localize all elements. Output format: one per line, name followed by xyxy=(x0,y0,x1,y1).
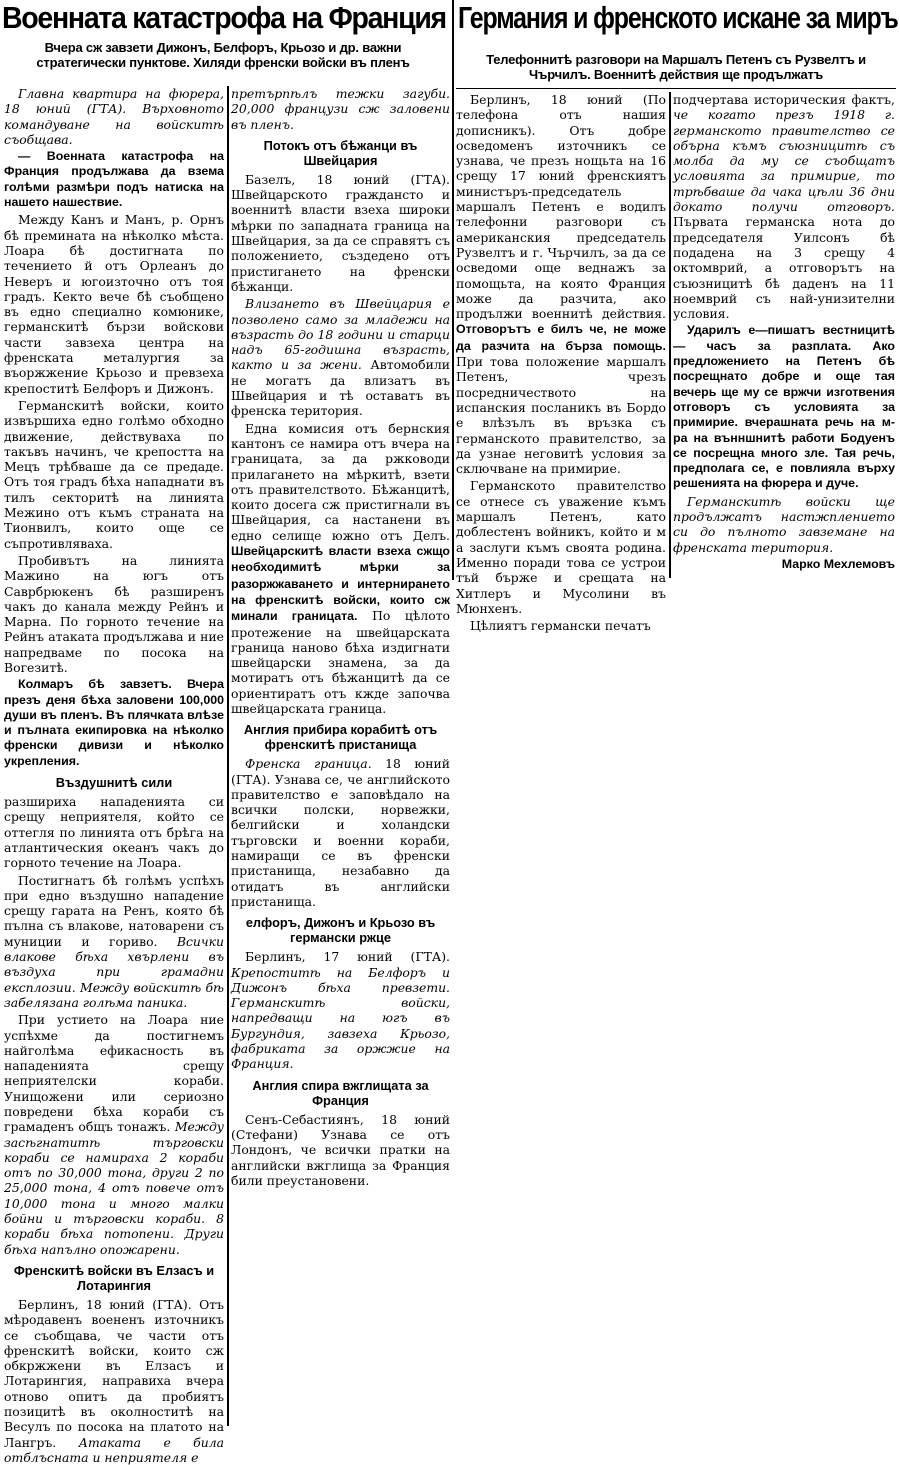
text-run: подчертава историческия фактъ, xyxy=(673,92,895,107)
paragraph: разшириха нападенията си срещу неприятеля, който се оттегля по линията отъ брѣга на атлантическия океанъ чакъ до горното течение на Лоара. xyxy=(4,794,224,871)
paragraph: Сенъ-Себастиянъ, 18 юний (Стефани) Узнава се отъ Лондонъ, че всички пратки на английски вжглища за Франция били преустановени. xyxy=(231,1111,450,1188)
subheading: Англия спира вжглищата за Франция xyxy=(252,1077,429,1108)
paragraph: Германското правителство се отнесе съ уважение къмъ маршалъ Петенъ, като доблестенъ войникъ, който и м а заслуги къмъ своята родина. Именно поради това се устрои тъй бърже и срещата на Хитлеръ и Мусолини въ Мюнхенъ. xyxy=(456,478,666,616)
text-run: Отговорътъ е билъ че, не може да разчита на бърза помощь. xyxy=(456,322,666,353)
text-run: Автомобили не могатъ да влизатъ въ Швейцария и тѣ оставатъ въ френска територия. xyxy=(231,357,450,419)
paragraph: претърпѣлъ тежки загуби. 20,000 французи сж заловени въ пленъ. xyxy=(231,86,450,132)
article-column-3 xyxy=(456,92,666,634)
column-rule xyxy=(669,92,671,578)
text-run: Постигнатъ бѣ голѣмъ успѣхъ при едно въздушно нападение срещу гарата на Ренъ, която бѣ пълна съ влакове, натоварени съ муниции и гориво. xyxy=(4,872,224,949)
text-run: При устието на Лоара ние успѣхме да постигнемъ найголѣма ефикасность въ нападенията срещу неприятелски кораби. Унищожени или сериозно повредени бѣха кораби съ грамаденъ общъ тонажъ. xyxy=(4,1012,224,1135)
paragraph xyxy=(4,1297,224,1465)
paragraph: Главна квартира на фюрера, 18 юний (ГТА). Върховното командуване на войскитѣ съобщава. xyxy=(4,86,224,147)
text-run: Берлинъ, 18 юний (ГТА). Отъ мѣродавенъ воененъ източникъ се съобщава, че части отъ френскитѣ войски, които сж обкржжени въ Елзасъ и Лотарингия, направиха вчера отново опитъ да пробиятъ позицитѣ въ околноститѣ на Весулъ по посока на платото на Лангръ. xyxy=(4,1296,224,1450)
text-run: Берлинъ, 17 юний (ГТА). xyxy=(245,949,450,965)
article-column-4 xyxy=(673,92,895,582)
text-run: Атаката е била отблъсната и неприятеля е xyxy=(4,1434,224,1465)
deck-right: Телефоннитѣ разговори на Маршалъ Петенъ съ Рузвелтъ и Чърчилъ. Военнитѣ действия ще продължатъ xyxy=(486,52,866,82)
paragraph xyxy=(231,296,450,418)
header-rule xyxy=(456,88,896,89)
article-column-1 xyxy=(4,86,224,1465)
subheading: Потокъ отъ бѣжанци въ Швейцария xyxy=(263,137,418,168)
text-run: При това положение маршалъ Петенъ, чрезъ посредничеството на испанския посланикъ въ Бордо е влѣзълъ въ връзка съ германското правителство, за да узнае неговитѣ условия за сключване на примирие. xyxy=(456,354,666,477)
text-run: 18 юний (ГТА). Узнава се, че английското правителство е заповѣдало на всички полски, норвежки, белгийски и холандски търговски и военни кораби, намиращи се въ френски пристанища, незабавно да отидатъ въ английски пристанища. xyxy=(231,756,450,909)
paragraph xyxy=(4,873,224,1011)
paragraph: Германскитѣ войски, които извършиха едно голѣмо обходно движение, действуваха по такъвъ начинъ, че крепостта на Мецъ трѣбваше да се предаде. Отъ тоя градъ бѣха нападнати въ тилъ секторитѣ на линията Межино отъ къмъ страната на Тионвилъ, които още се съпротивляваха. xyxy=(4,397,224,551)
paragraph xyxy=(231,421,450,717)
text-run: Една комисия отъ бернския кантонъ се намира отъ вчера на границата, за да ржководи прилагането на мѣркитѣ, взети отъ правителството. Бѣжанцитѣ, които досега сж пристигнали въ Швейцария, са настанени въ едно селище южно отъ Делъ. xyxy=(231,420,450,543)
subheading: Англия прибира корабитѣ отъ френскитѣ пристанища xyxy=(243,722,438,753)
subheading: елфоръ, Дижонъ и Крьозо въ германски ржце xyxy=(245,915,436,946)
text-run: Между засѣгнатитѣ търговски кораби се намираха 2 кораби отъ по 30,000 тона, други 2 по 25,000 тона, 4 отъ повече отъ 10,000 тона и много малки бойни и търговски кораби. 8 кораби бѣха потопени. Други бѣха напълно опожарени. xyxy=(4,1119,224,1257)
subheading: Въздушнитѣ сили xyxy=(55,775,173,791)
text-run: Всички влакове бѣха хвърлени въ въздуха при грамадни експлозии. Между войскитѣ бѣ забелязана голѣма паника. xyxy=(4,933,224,1010)
paragraph xyxy=(231,949,450,1071)
text-run: Берлинъ, 18 юний (По телефона отъ нашия дописникъ). Отъ добре осведоменъ източникъ се узнава, че презъ нощьта на 16 срещу 17 юний френскиятъ министъръ-председатель маршалъ Петенъ е водилъ телефонни разговори съ американския председатель Рузвелтъ и г. Чърчилъ, за да се осведоми още веднажъ за помощьта, на която Франция може да разчита, ако продължи военнитѣ действия. xyxy=(456,92,666,322)
paragraph: Пробивътъ на линията Мажино на югъ отъ Саврбрюкенъ бѣ разширенъ чакъ до канала между Рейнъ и Марна. По горното течение на Рейнъ атаката продължава и ние напредваме по посока на Вогезитѣ. xyxy=(4,552,224,675)
paragraph xyxy=(456,92,666,476)
paragraph xyxy=(673,92,895,321)
paragraph: Цѣлиятъ германски печатъ xyxy=(470,618,651,634)
text-run: Първата германска нота до председателя Уилсонъ бѣ подадена на 3 срещу 4 октомврий, а отговорътъ на съюзницитѣ бѣ даденъ на 11 ноемврий съ най-унизителни условия. xyxy=(673,214,895,322)
paragraph: Германскитѣ войски ще продължатъ настжплението си до пълното завземане на френската територия. xyxy=(673,493,895,555)
article-column-2 xyxy=(231,86,450,1201)
paragraph: Базелъ, 18 юний (ГТА). Швейцарското граждансто и военнитѣ власти взеха широки мѣрки по западната граница на Швейцария, за да се справятъ съ положението, създедено отъ пристигането на френски бѣжанци. xyxy=(231,171,450,294)
paragraph: Ударилъ е—пишатъ вестницитѣ — часъ за разплата. Ако предложението на Петенъ бѣ посрещнато добре и още тая вечерь ще му се вржчи изготвения отговоръ съ условията за примирие. вчерашната речь на м-ра на вънншнитѣ работи Бодуенъ се посрещна много зле. Тая речь, предполага се, е повлияла върху решенията на фюрера и дуче. xyxy=(673,323,895,491)
deck-left: Вчера сж завзети Дижонъ, Белфоръ, Крьозо и др. важни стратегически пунктове. Хиляди френски войски въ пленъ xyxy=(36,40,410,70)
column-rule xyxy=(452,0,454,580)
paragraph: Между Канъ и Манъ, р. Орнъ бѣ премината на нѣколко мѣста. Лоара бѣ достигната по течението й отъ Орлеанъ до Неверъ и югоизточно отъ тоя градъ. Кекто вече бѣ съобщено въ едно специално комюнике, германскитѣ бързи войскови части завзеха центра на френската металургия за въоржжение Крьозо и превзеха крепоститѣ Белфоръ и Дижонъ. xyxy=(4,212,224,396)
column-rule xyxy=(227,86,229,1426)
paragraph xyxy=(4,1012,224,1257)
paragraph: Колмаръ бѣ завзетъ. Вчера презъ деня бѣха заловени 100,000 души въ пленъ. Въ плячката влѣзе и пълната екипировка на нѣколко френски дивизи и нѣколко укрепления. xyxy=(4,677,224,768)
text-run: Крепоститѣ на Белфоръ и Дижонъ бѣха превзети. Германскитѣ войски, напредващи на югъ въ Бургундия, завзеха Крьозо, фабриката за оржжие на Франция. xyxy=(231,964,450,1072)
text-run: Швейцарскитѣ власти взеха сжщо необходимитѣ мѣрки за разоржжаването и интернирането на френскитѣ войски, които сж минали границата. xyxy=(231,544,450,624)
paragraph: — Военната катастрофа на Франция продължава да взема голѣми размѣри подъ натиска на нашето нашествие. xyxy=(4,149,224,210)
text-run: Влизането въ Швейцария е позволено само за младежи на възрасть до 18 години и старци надъ 65-годишна възрасть, както и за жени. xyxy=(231,296,450,373)
author-signature: Марко Мехлемовъ xyxy=(781,556,895,571)
subheading: Френскитѣ войски въ Елзасъ и Лотарингия xyxy=(13,1262,215,1293)
text-run: По цѣлото протежение на швейцарската граница наново бѣха издигнати швейцарски знамена, за да мотиратъ отъ бѣжанцитѣ да се ориентиратъ отъ кжде започва швейцарската граница. xyxy=(231,608,451,716)
headline-left: Военната катастрофа на Франция xyxy=(2,0,446,35)
paragraph xyxy=(231,756,450,909)
text-run: че когато презъ 1918 г. германското правителство се обърна къмъ съюзницитѣ съ молба да му се съобщатъ условията за примирие, то трѣбваше да чака цѣли 36 дни докато получи отговоръ. xyxy=(673,107,895,215)
headline-right: Германия и френското искане за миръ xyxy=(458,0,898,35)
text-run: Френска граница. xyxy=(245,756,386,772)
